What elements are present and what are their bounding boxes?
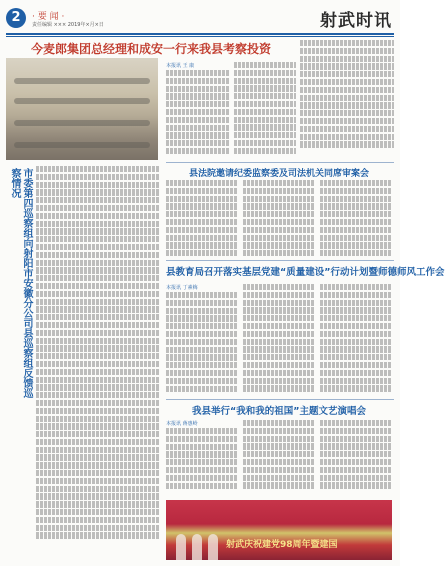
fourth-byline: 本报讯 蒋惠岭 bbox=[166, 421, 198, 427]
masthead: 射武时讯 bbox=[320, 11, 392, 31]
second-text-col-2 bbox=[243, 180, 315, 258]
performer bbox=[208, 534, 218, 560]
lead-text-col-1 bbox=[166, 70, 230, 162]
photo-row bbox=[14, 142, 150, 148]
second-text-col-3 bbox=[320, 180, 392, 258]
third-byline: 本报讯 丁素梅 bbox=[166, 285, 198, 291]
photo-row bbox=[14, 78, 150, 84]
meeting-photo bbox=[6, 58, 158, 160]
page-header bbox=[6, 6, 394, 34]
page-number: 2 bbox=[6, 8, 26, 28]
lead-byline: 本报讯 王 康 bbox=[166, 63, 195, 69]
header-rule-thin bbox=[6, 36, 394, 37]
photo-row bbox=[14, 120, 150, 126]
photo-row bbox=[14, 98, 150, 104]
section-title: · 要 闻 · bbox=[32, 12, 65, 22]
second-headline: 县法院邀请纪委监察委及司法机关同席审案会 bbox=[188, 169, 369, 179]
divider bbox=[166, 162, 394, 163]
stage-photo bbox=[166, 500, 392, 560]
second-text-col-1 bbox=[166, 180, 238, 258]
stage-banner: 射武庆祝建党98周年暨建国 bbox=[226, 540, 338, 550]
fourth-headline: 我县举行“我和我的祖国”主题文艺演唱会 bbox=[192, 406, 366, 417]
vertical-article-text bbox=[36, 166, 160, 558]
divider bbox=[166, 260, 394, 261]
header-rule bbox=[6, 33, 394, 35]
fourth-text-col-3 bbox=[320, 420, 392, 496]
divider bbox=[166, 399, 394, 400]
third-headline: 县教育局召开落实基层党建“质量建设”行动计划暨师德师风工作会 bbox=[166, 267, 445, 278]
performer bbox=[176, 534, 186, 560]
sidebar-article-text bbox=[300, 40, 394, 160]
third-text-col-1 bbox=[166, 292, 238, 398]
third-text-col-2 bbox=[243, 284, 315, 398]
third-text-col-3 bbox=[320, 284, 392, 398]
lead-text-col-2 bbox=[234, 62, 296, 162]
fourth-text-col-1 bbox=[166, 428, 238, 496]
lead-headline: 今麦郎集团总经理和成安一行来我县考察投资 bbox=[30, 42, 271, 56]
performer bbox=[192, 534, 202, 560]
issue-meta: 责任编辑 ××× 2019年×月×日 bbox=[32, 22, 104, 28]
vertical-headline: 市委第四巡察组向射阳市安徽分公司县巡察组反馈巡察情况 bbox=[9, 168, 32, 398]
fourth-text-col-2 bbox=[243, 420, 315, 496]
